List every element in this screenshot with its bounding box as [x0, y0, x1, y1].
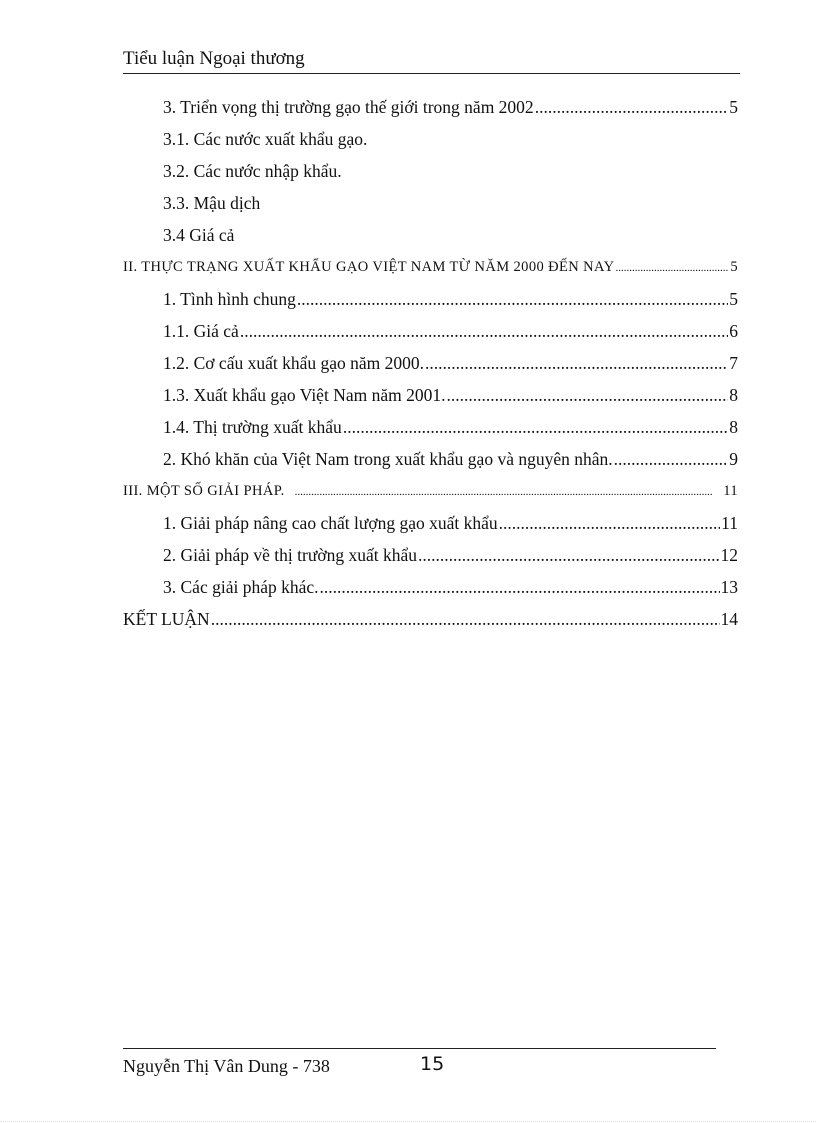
toc-entry-page: 11 — [723, 483, 738, 499]
toc-leader — [295, 480, 714, 504]
toc-entry-label: 3.2. Các nước nhập khẩu. — [163, 161, 342, 181]
toc-leader — [240, 319, 728, 343]
toc-leader — [297, 287, 728, 311]
toc-entry-label: 3.3. Mậu dịch — [163, 193, 261, 213]
toc-entry-label: 3. Các giải pháp khác. — [163, 577, 319, 597]
toc-leader — [211, 607, 720, 631]
toc-leader — [343, 415, 728, 439]
toc-entry-label: 1.1. Giá cả — [163, 321, 239, 341]
page-bottom-edge — [0, 1121, 816, 1122]
toc-entry-page: 5 — [729, 97, 738, 117]
toc-entry — [163, 223, 234, 247]
toc-entry-label: 2. Giải pháp về thị trường xuất khẩu — [163, 545, 417, 565]
toc-entry-label: KẾT LUẬN — [123, 609, 210, 629]
toc-entry — [163, 511, 738, 535]
footer-author: Nguyễn Thị Vân Dung - 738 — [123, 1056, 330, 1076]
toc-leader — [425, 351, 728, 375]
toc-leader — [446, 383, 728, 407]
toc-entry-page: 5 — [730, 259, 738, 275]
footer-page-number: 15 — [420, 1053, 445, 1075]
toc-entry-label: 1. Tình hình chung — [163, 289, 296, 309]
footer-divider — [123, 1048, 716, 1049]
toc-entry — [163, 447, 738, 471]
toc-entry-page: 14 — [720, 609, 738, 629]
toc-entry-conclusion — [123, 607, 738, 631]
toc-entry-page: 12 — [720, 545, 738, 565]
toc-entry — [163, 95, 738, 119]
toc-entry — [163, 287, 738, 311]
toc-entry-page: 8 — [729, 417, 738, 437]
toc-entry — [163, 159, 342, 183]
toc-entry — [163, 191, 260, 215]
toc-entry-label: 3. Triển vọng thị trường gạo thế giới trong năm 2002 — [163, 97, 534, 117]
toc-entry-page: 13 — [720, 577, 738, 597]
toc-entry-label: 1. Giải pháp nâng cao chất lượng gạo xuất khẩu — [163, 513, 498, 533]
toc-entry — [163, 127, 367, 151]
page-header-title: Tiểu luận Ngoại thương — [123, 46, 740, 74]
toc-entry — [163, 383, 738, 407]
toc-entry-section — [123, 479, 738, 503]
toc-entry-page: 9 — [729, 449, 738, 469]
toc-entry-label: 2. Khó khăn của Việt Nam trong xuất khẩu gạo và nguyên nhân. — [163, 449, 613, 469]
toc-leader — [615, 256, 729, 280]
toc-leader — [535, 95, 729, 119]
toc-entry — [163, 319, 738, 343]
toc-entry-page: 8 — [729, 385, 738, 405]
toc-leader — [320, 575, 720, 599]
toc-entry-label: II. THỰC TRẠNG XUẤT KHẨU GẠO VIỆT NAM TỪ NĂM 2000 ĐẾN NAY — [123, 259, 615, 275]
toc-entry-page: 5 — [729, 289, 738, 309]
toc-entry — [163, 575, 738, 599]
toc-entry-page: 6 — [729, 321, 738, 341]
toc-entry-label: 1.4. Thị trường xuất khẩu — [163, 417, 342, 437]
toc-entry-label: 1.2. Cơ cấu xuất khẩu gạo năm 2000. — [163, 353, 425, 373]
toc-leader — [614, 447, 729, 471]
toc-entry-label: 3.1. Các nước xuất khẩu gạo. — [163, 129, 368, 149]
toc-entry — [163, 351, 738, 375]
toc-entry-section — [123, 255, 738, 279]
toc-entry-label: III. MỘT SỐ GIẢI PHÁP. — [123, 483, 285, 499]
toc-leader — [499, 511, 721, 535]
toc-entry-page: 7 — [729, 353, 738, 373]
toc-entry-label: 3.4 Giá cả — [163, 225, 235, 245]
toc-entry — [163, 415, 738, 439]
toc-entry-page: 11 — [721, 513, 738, 533]
toc-entry — [163, 543, 738, 567]
toc-entry-label: 1.3. Xuất khẩu gạo Việt Nam năm 2001. — [163, 385, 446, 405]
toc-leader — [418, 543, 720, 567]
